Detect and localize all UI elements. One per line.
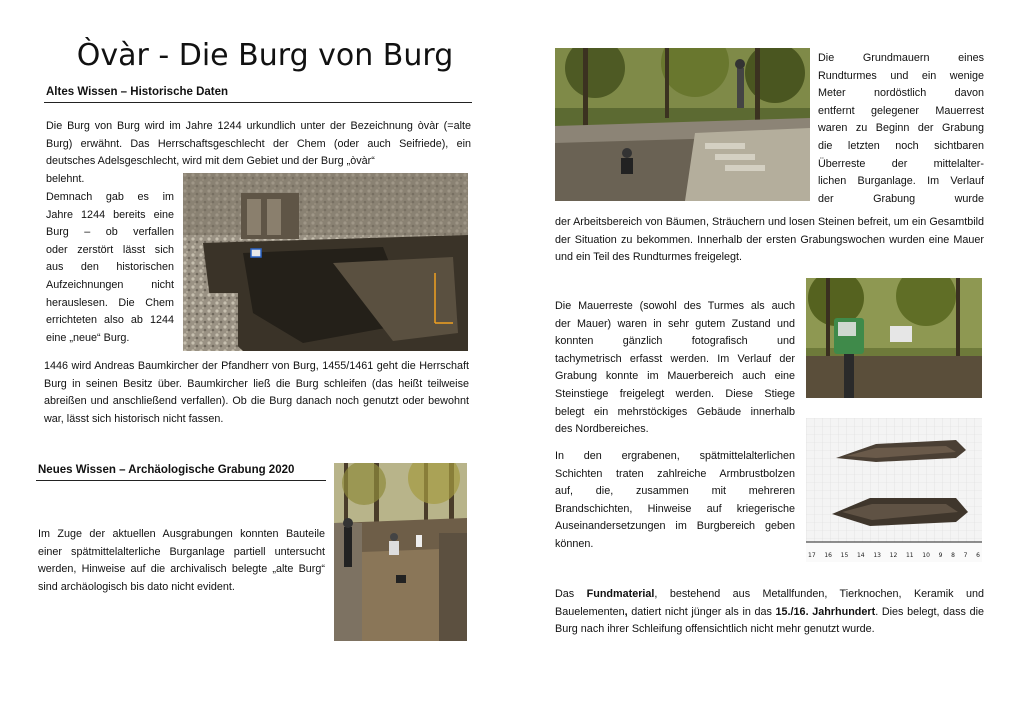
right-paragraph-1	[818, 50, 984, 208]
excavation-paragraph: Im Zuge der aktuellen Ausgrabungen konnten Bauteile einer spätmittelalterliche Burganlage partiell untersucht werden, Hinweise auf die archivalisch belegte „alte Burg“ sind archäologisch bis dato nicht evident.	[38, 528, 325, 593]
text-line: entfernt gelegener Mauerrest	[818, 104, 984, 117]
heading-rule	[36, 480, 326, 481]
text-line: Jahre 1244 bereits eine	[46, 208, 174, 221]
ruler-label: 8	[951, 552, 955, 559]
text-line: des Nordbereiches.	[555, 423, 649, 436]
text-line: der Mauer) waren in sehr gutem Zustand und	[555, 317, 795, 330]
text-line: Brandschichten, Hinweise auf kriegerische	[555, 502, 795, 515]
history-paragraph-1-end: belehnt.	[46, 173, 85, 185]
text-line: waren zu Beginn der Grabung	[818, 122, 984, 135]
text-line: die letzten noch sichtbaren	[818, 139, 984, 152]
text-run: Das	[555, 588, 587, 600]
right-paragraph-3	[555, 448, 795, 554]
find-material-term: Fundmaterial	[586, 588, 655, 600]
section-heading-old-knowledge: Altes Wissen – Historische Daten	[46, 86, 229, 98]
right-paragraph-2	[555, 298, 795, 439]
right-paragraph-4	[555, 586, 984, 639]
text-line: Die Mauerreste (sowohl des Turmes als auch	[555, 300, 795, 312]
page-title: Òvàr - Die Burg von Burg	[76, 38, 454, 73]
text-line: aus den historischen	[46, 261, 174, 274]
text-line: lichen Burganlage. Im Verlauf	[818, 175, 984, 188]
history-paragraph-3: 1446 wird Andreas Baumkircher der Pfandherr von Burg, 1455/1461 geht die Herrschaft Burg in seinen Besitz über. Baumkircher ließ die Burg schleifen (das heißt teilweise abreißen und anschließend verfallen). Ob die Burg danach noch genutzt oder bewohnt war, lässt sich historisch nicht fassen.	[44, 360, 469, 425]
text-line: oder zerstört lässt sich	[46, 243, 174, 256]
text-line: Überreste der mittelalter-	[818, 157, 984, 170]
ruler-label: 16	[824, 552, 832, 559]
text-line: herauslesen. Die Chem	[46, 296, 174, 309]
ruler-label: 14	[856, 552, 865, 559]
text-line: Rundturmes und ein wenige	[818, 69, 984, 82]
text-line: tachymetrisch erfasst werden. Im Verlauf der	[555, 352, 795, 365]
ruler-label: 10	[922, 552, 930, 559]
tachymeter-photo	[806, 278, 982, 398]
section-heading-new-knowledge: Neues Wissen – Archäologische Grabung 2020	[38, 464, 295, 476]
text-line: Grabung konnte im Mauerbereich auch eine	[555, 370, 795, 383]
text-line: können.	[555, 537, 594, 550]
text-line: auf, die, zusammen mit mehreren	[555, 485, 795, 498]
text-line: Steinstiege freigelegt werden. Diese Stiege	[555, 387, 795, 400]
ruler-label: 12	[889, 552, 898, 559]
ruler-label: 17	[808, 552, 816, 559]
excavation-workers-photo	[334, 463, 467, 641]
text-line: errichteten also ab 1244	[46, 314, 174, 327]
text-line: Auseinandersetzungen im Burgbereich geben	[555, 520, 795, 533]
ruler-label: 13	[873, 552, 881, 559]
text-line: der Grabung wurde	[818, 192, 984, 205]
text-line: Demnach gab es im	[46, 191, 174, 203]
text-line: Schichten traten zahlreiche Armbrustbolzen	[555, 467, 795, 480]
text-line: In den ergrabenen, spätmittelalterlichen	[555, 450, 795, 462]
text-line: belegt ein mehrstöckiges Gebäude innerhalb	[555, 405, 795, 418]
ruler-label: 15	[840, 552, 849, 559]
century-term: 15./16. Jahrhundert	[775, 605, 876, 618]
text-line: Meter nordöstlich davon	[818, 87, 984, 100]
ruler-label: 9	[938, 552, 943, 559]
crossbow-bolts-photo	[806, 418, 982, 562]
text-run: datiert nicht jünger als in das	[627, 605, 776, 618]
text-line: eine „neue“ Burg.	[46, 331, 130, 344]
ruler-label: 6	[976, 552, 980, 559]
history-paragraph-2	[46, 189, 174, 347]
text-line: Burg – ob verfallen	[46, 226, 174, 239]
text-line: konnten gänzlich fotografisch und	[555, 335, 795, 348]
text-line: Die Grundmauern eines	[818, 52, 984, 64]
wall-remains-photo	[555, 48, 810, 201]
text-run-bold: ,	[624, 605, 628, 618]
ruler-label: 7	[963, 552, 968, 559]
ruler-label: 11	[905, 552, 914, 559]
heading-rule	[44, 102, 472, 103]
excavation-pit-photo	[183, 173, 468, 351]
text-line: Aufzeichnungen nicht	[46, 278, 174, 291]
ruler-scale	[808, 551, 980, 561]
text-run: . Dies belegt, dass die Burg nach ihrer Schleifung offensichtlich nicht mehr genutzt wurde.	[555, 605, 984, 636]
text-run: , bestehend aus Metallfunden, Tierknochen, Keramik und Bauelementen	[555, 588, 985, 618]
right-paragraph-1-continued: der Arbeitsbereich von Bäumen, Sträuchern und losen Steinen befreit, um ein Gesamtbild der Situation zu bekommen. Innerhalb der ersten Grabungswochen wurden eine Mauer und ein Teil des Rundturmes freigelegt.	[555, 216, 984, 264]
history-paragraph-1: Die Burg von Burg wird im Jahre 1244 urkundlich unter der Bezeichnung òvàr (=alte Burg) erwähnt. Das Herrschaftsgeschlecht der Chem (oder auch Seifriede), ein deutsches Adelsgeschlecht, wird mit dem Gebiet und der Burg „òvàr“	[46, 120, 471, 168]
